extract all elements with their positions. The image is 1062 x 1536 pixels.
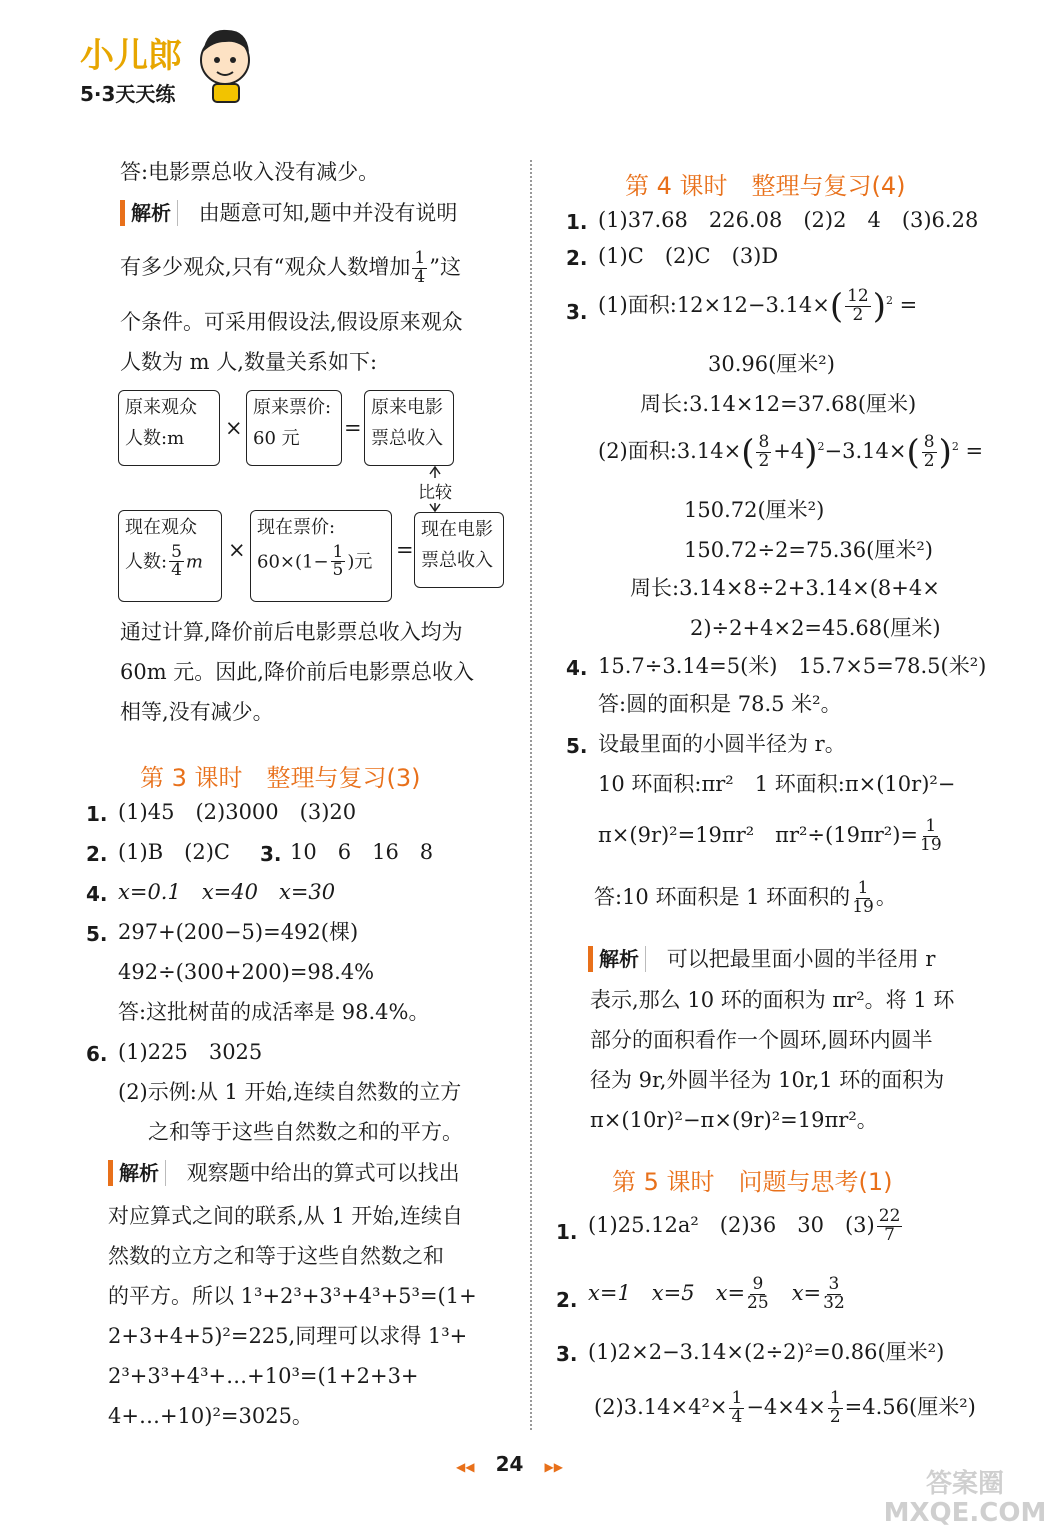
box-text: 60 元 (253, 427, 300, 449)
formula-part: −3.14× (824, 438, 907, 463)
analysis-line: 观察题中给出的算式可以找出 (186, 1161, 460, 1185)
question-number: 3. (260, 842, 282, 866)
box-text-part: m (185, 550, 203, 572)
numerator: 22 (878, 1206, 901, 1226)
next-page-icon[interactable]: ▶▶ (544, 1460, 563, 1474)
question-answer: (1)B (2)C (118, 840, 230, 864)
numerator: 12 (847, 286, 869, 306)
question-answer: (1)225 3025 (118, 1040, 263, 1064)
compare-label: 比较 (418, 478, 452, 503)
question-number: 4. (566, 656, 588, 680)
question-answer: 10 环面积:πr² 1 环面积:π×(10r)²− (598, 772, 956, 796)
numerator: 1 (925, 816, 937, 836)
question-answer: 30.96(厘米²) (708, 352, 835, 376)
fraction (852, 880, 874, 917)
analysis-line: 人数为 m 人,数量关系如下: (120, 350, 378, 374)
box-text: 原来电影 (371, 397, 443, 418)
question-answer: (1)C (2)C (3)D (598, 244, 779, 268)
analysis-line: 部分的面积看作一个圆环,圆环内圆半 (590, 1028, 933, 1052)
question-number: 5. (566, 734, 588, 758)
numerator: 3 (828, 1274, 840, 1294)
fraction (747, 1276, 769, 1313)
question-answer: 297+(200−5)=492(棵) (118, 920, 359, 944)
denominator: 25 (747, 1292, 769, 1313)
analysis-line: 径为 9r,外圆半径为 10r,1 环的面积为 (590, 1068, 945, 1092)
analysis-paragraph (588, 946, 935, 972)
question-answer: (1)45 (2)3000 (3)20 (118, 800, 357, 824)
question-number: 1. (566, 210, 588, 234)
formula-part: x= (791, 1280, 822, 1305)
question-answer: 设最里面的小圆半径为 r。 (598, 732, 846, 756)
conclusion-line: 相等,没有减少。 (120, 700, 274, 724)
watermark: 答案圈 MXQE.COM (883, 1469, 1047, 1528)
analysis-line: 的平方。所以 1³+2³+3³+4³+5³=(1+ (108, 1284, 477, 1308)
fraction (828, 1390, 843, 1427)
analysis-tag: 解析 (588, 946, 646, 972)
analysis-tag: 解析 (108, 1160, 166, 1186)
numerator: 5 (171, 541, 182, 562)
formula-part: (2)面积:3.14× (598, 438, 742, 463)
fraction (169, 541, 184, 581)
analysis-paragraph (108, 1160, 460, 1186)
box-text (257, 541, 385, 581)
fraction (756, 434, 771, 471)
question-answer: 15.7÷3.14=5(米) 15.7×5=78.5(米²) (598, 654, 987, 678)
formula-part: = (965, 438, 984, 463)
analysis-line: 个条件。可采用假设法,假设原来观众 (120, 310, 463, 334)
box-text: 人数:m (125, 427, 185, 449)
diagram-box-original-income (364, 390, 454, 466)
formula-part: (1)25.12a² (2)36 30 (3) (588, 1212, 875, 1237)
question-answer: (1)2×2−3.14×(2÷2)²=0.86(厘米²) (588, 1340, 945, 1364)
cartoon-boy-icon (195, 22, 255, 104)
denominator: 4 (731, 1406, 743, 1427)
question-number: 4. (86, 882, 108, 906)
denominator: 5 (332, 560, 344, 581)
analysis-line (120, 250, 461, 287)
diagram-box-original-price (246, 390, 342, 466)
question-answer: 答:圆的面积是 78.5 米²。 (598, 692, 842, 716)
question-number: 3. (566, 300, 588, 324)
denominator: 7 (884, 1224, 895, 1245)
question-answer (588, 1208, 904, 1245)
analysis-tag: 解析 (120, 200, 178, 226)
numerator: 1 (414, 248, 426, 268)
box-text: 现在观众 (125, 517, 197, 538)
analysis-line: 4+…+10)²=3025。 (108, 1404, 313, 1428)
formula-part: (2)3.14×4²× (594, 1394, 728, 1419)
fraction (922, 434, 937, 471)
question-answer (588, 1276, 847, 1313)
question-answer: x=0.1 x=40 x=30 (118, 880, 336, 904)
denominator: 2 (758, 450, 770, 471)
denominator: 2 (923, 450, 935, 471)
analysis-line: π×(10r)²−π×(9r)²=19πr²。 (590, 1108, 878, 1132)
fraction (331, 541, 346, 581)
denominator: 19 (920, 834, 942, 855)
section-heading-4: 第 4 课时 整理与复习(4) (625, 172, 906, 200)
question-number: 2. (566, 246, 588, 270)
analysis-text: ”这 (429, 254, 461, 279)
question-answer: 之和等于这些自然数之和的平方。 (148, 1120, 463, 1144)
fraction (823, 1276, 845, 1313)
fraction (412, 250, 427, 287)
brand-name: 小儿郎 (80, 36, 182, 76)
series-name: 5·3天天练 (80, 82, 176, 106)
question-number: 6. (86, 1042, 108, 1066)
formula-part: 。 (875, 884, 897, 909)
conclusion-line: 通过计算,降价前后电影票总收入均为 (120, 620, 463, 644)
numerator: 8 (758, 432, 770, 452)
fraction (845, 288, 871, 325)
question-answer: 10 6 16 8 (290, 840, 434, 864)
analysis-line: 2+3+4+5)²=225,同理可以求得 1³+ (108, 1324, 468, 1348)
numerator: 9 (752, 1274, 764, 1294)
equals-sign: = (396, 538, 414, 562)
diagram-box-current-price (250, 510, 392, 602)
numerator: 1 (857, 878, 869, 898)
box-text: 现在票价: (257, 517, 336, 538)
box-text: 原来票价: (253, 397, 332, 418)
fraction (877, 1208, 903, 1245)
question-answer: 150.72(厘米²) (684, 498, 825, 522)
denominator: 4 (414, 266, 426, 287)
formula-part: +4 (773, 438, 805, 463)
question-answer: (2)面积:3.14×( $\frac{8}{2}$ +4)$^2$−3.14×( $\frac{8}{2}$ )$^2$ = (598, 432, 984, 473)
formula-part: = (899, 292, 918, 317)
denominator: 19 (852, 896, 874, 917)
fraction (729, 1390, 744, 1427)
denominator: 32 (823, 1292, 845, 1313)
equals-sign: = (344, 416, 362, 440)
times-sign: × (228, 538, 246, 562)
numerator: 8 (923, 432, 935, 452)
conclusion-line: 60m 元。因此,降价前后电影票总收入 (120, 660, 474, 684)
question-answer: (2)示例:从 1 开始,连续自然数的立方 (118, 1080, 462, 1104)
question-answer: 周长:3.14×12=37.68(厘米) (640, 392, 917, 416)
prev-page-icon[interactable]: ◀◀ (456, 1460, 475, 1474)
fraction (920, 818, 942, 855)
diagram-box-original-audience (118, 390, 220, 466)
question-number: 2. (556, 1288, 578, 1312)
question-answer: 周长:3.14×8÷2+3.14×(8+4× (630, 576, 940, 600)
question-answer: (1)37.68 226.08 (2)2 4 (3)6.28 (598, 208, 979, 232)
question-answer (594, 880, 897, 917)
times-sign: × (225, 416, 243, 440)
page-number: 24 (495, 1452, 524, 1476)
denominator: 2 (852, 304, 864, 325)
question-number: 2. (86, 842, 108, 866)
analysis-line: 2³+3³+4³+…+10³=(1+2+3+ (108, 1364, 419, 1388)
question-number: 5. (86, 922, 108, 946)
question-number: 1. (556, 1220, 578, 1244)
numerator: 1 (731, 1388, 743, 1408)
question-number: 1. (86, 802, 108, 826)
column-divider (530, 160, 532, 1430)
analysis-text: 有多少观众,只有“观众人数增加 (120, 254, 411, 279)
numerator: 1 (829, 1388, 841, 1408)
question-answer: 2)÷2+4×2=45.68(厘米) (690, 616, 941, 640)
denominator: 2 (829, 1406, 841, 1427)
section-heading-5: 第 5 课时 问题与思考(1) (612, 1168, 893, 1196)
box-text: 票总收入 (421, 549, 493, 571)
brand-logo (80, 28, 182, 77)
analysis-line: 可以把最里面小圆的半径用 r (666, 947, 936, 971)
diagram-box-current-income (414, 512, 504, 588)
box-text (125, 541, 215, 581)
box-text-part: )元 (347, 550, 373, 572)
analysis-line: 对应算式之间的联系,从 1 开始,连续自 (108, 1204, 464, 1228)
formula-part: =4.56(厘米²) (844, 1394, 976, 1419)
analysis-paragraph (120, 200, 457, 226)
box-text: 现在电影 (421, 519, 493, 540)
numerator: 1 (332, 541, 344, 562)
question-number: 3. (556, 1342, 578, 1366)
formula-part: x=1 x=5 x= (588, 1280, 746, 1305)
denominator: 4 (171, 560, 182, 581)
question-answer: 答:这批树苗的成活率是 98.4%。 (118, 1000, 430, 1024)
analysis-line: 表示,那么 10 环的面积为 πr²。将 1 环 (590, 988, 955, 1012)
formula-part: −4×4× (746, 1394, 826, 1419)
question-answer: 492÷(300+200)=98.4% (118, 960, 375, 984)
page-footer (456, 1452, 563, 1476)
formula-part: π×(9r)²=19πr² πr²÷(19πr²)= (598, 822, 918, 847)
section-heading-3: 第 3 课时 整理与复习(3) (140, 764, 421, 792)
question-answer: 150.72÷2=75.36(厘米²) (684, 538, 933, 562)
box-text: 票总收入 (371, 427, 443, 449)
question-answer (594, 1390, 976, 1427)
box-text: 原来观众 (125, 397, 197, 418)
question-answer: (1)面积:12×12−3.14×( $\frac{12}{2}$ )$^2$ = (598, 286, 918, 327)
diagram-box-current-audience (118, 510, 222, 602)
box-text-part: 60×(1− (257, 550, 329, 572)
box-text-part: 人数: (125, 550, 168, 572)
analysis-line: 由题意可知,题中并没有说明 (198, 201, 458, 225)
analysis-line: 然数的立方之和等于这些自然数之和 (108, 1244, 444, 1268)
formula-part: (1)面积:12×12−3.14× (598, 292, 830, 317)
answer-text: 答:电影票总收入没有减少。 (120, 160, 380, 184)
question-answer (598, 818, 944, 855)
formula-part: 答:10 环面积是 1 环面积的 (594, 884, 851, 909)
